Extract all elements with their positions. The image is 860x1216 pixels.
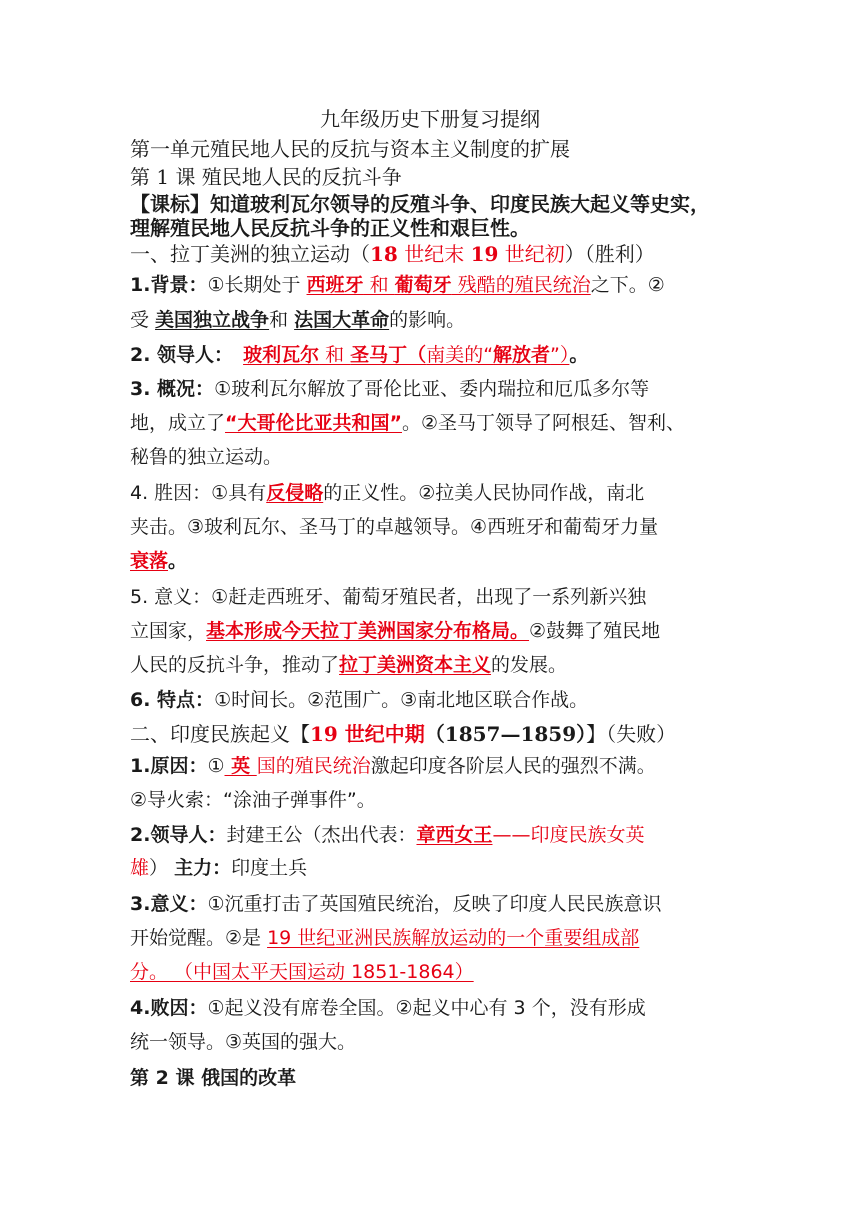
india-failure-line-1: 4.败因：①起义没有席卷全国。②起义中心有 3 个，没有形成 — [130, 997, 646, 1019]
overview-line-1: 3. 概况：①玻利瓦尔解放了哥伦比亚、委内瑞拉和厄瓜多尔等 — [130, 378, 650, 400]
india-causes-line-1: 1.原因：① 英 国的殖民统治激起印度各阶层人民的强烈不满。 — [130, 755, 656, 777]
victory-causes-line-3: 衰落。 — [130, 550, 188, 572]
unit-heading: 第一单元殖民地人民的反抗与资本主义制度的扩展 — [130, 137, 570, 161]
significance-line-2: 立国家，基本形成今天拉丁美洲国家分布格局。②鼓舞了殖民地 — [130, 620, 661, 642]
significance-line-1: 5. 意义：①赶走西班牙、葡萄牙殖民者，出现了一系列新兴独 — [130, 586, 647, 608]
india-significance-line-3: 分。 （中国太平天国运动 1851-1864） — [130, 961, 474, 983]
background-line-2: 受 美国独立战争和 法国大革命的影响。 — [130, 309, 466, 331]
curriculum-standard-line-2: 理解殖民地人民反抗斗争的正义性和艰巨性。 — [130, 216, 530, 240]
india-leaders-line-2: 雄） 主力：印度土兵 — [130, 857, 308, 879]
india-significance-line-2: 开始觉醒。②是 19 世纪亚洲民族解放运动的一个重要组成部 — [130, 927, 640, 949]
overview-line-3: 秘鲁的独立运动。 — [130, 446, 283, 468]
section-heading-latin-america: 一、拉丁美洲的独立运动（18 世纪末 19 世纪初）（胜利） — [130, 242, 655, 266]
lesson-2-heading: 第 2 课 俄国的改革 — [130, 1067, 297, 1089]
background-line-1: 1.背景：①长期处于 西班牙 和 葡萄牙 残酷的殖民统治之下。② — [130, 274, 665, 296]
overview-line-2: 地，成立了“大哥伦比亚共和国”。②圣马丁领导了阿根廷、智利、 — [130, 412, 686, 434]
india-significance-line-1: 3.意义：①沉重打击了英国殖民统治，反映了印度人民民族意识 — [130, 893, 662, 915]
india-leaders-line-1: 2.领导人：封建王公（杰出代表：章西女王——印度民族女英 — [130, 824, 645, 846]
significance-line-3: 人民的反抗斗争，推动了拉丁美洲资本主义的发展。 — [130, 654, 568, 676]
leaders-line: 2. 领导人： 玻利瓦尔 和 圣马丁（南美的“解放者”）。 — [130, 344, 589, 366]
document-title: 九年级历史下册复习提纲 — [320, 107, 540, 131]
victory-causes-line-1: 4. 胜因：①具有反侵略的正义性。②拉美人民协同作战，南北 — [130, 482, 645, 504]
curriculum-standard-line-1: 【课标】知道玻利瓦尔领导的反殖斗争、印度民族大起义等史实， — [130, 192, 710, 216]
india-causes-line-2: ②导火索：“涂油子弹事件”。 — [130, 789, 376, 811]
lesson-heading: 第 1 课 殖民地人民的反抗斗争 — [130, 165, 402, 189]
india-failure-line-2: 统一领导。③英国的强大。 — [130, 1031, 357, 1053]
features-line: 6. 特点：①时间长。②范围广。③南北地区联合作战。 — [130, 689, 589, 711]
section-heading-india: 二、印度民族起义【19 世纪中期（1857—1859）】（失败） — [130, 722, 677, 746]
victory-causes-line-2: 夹击。③玻利瓦尔、圣马丁的卓越领导。④西班牙和葡萄牙力量 — [130, 516, 659, 538]
